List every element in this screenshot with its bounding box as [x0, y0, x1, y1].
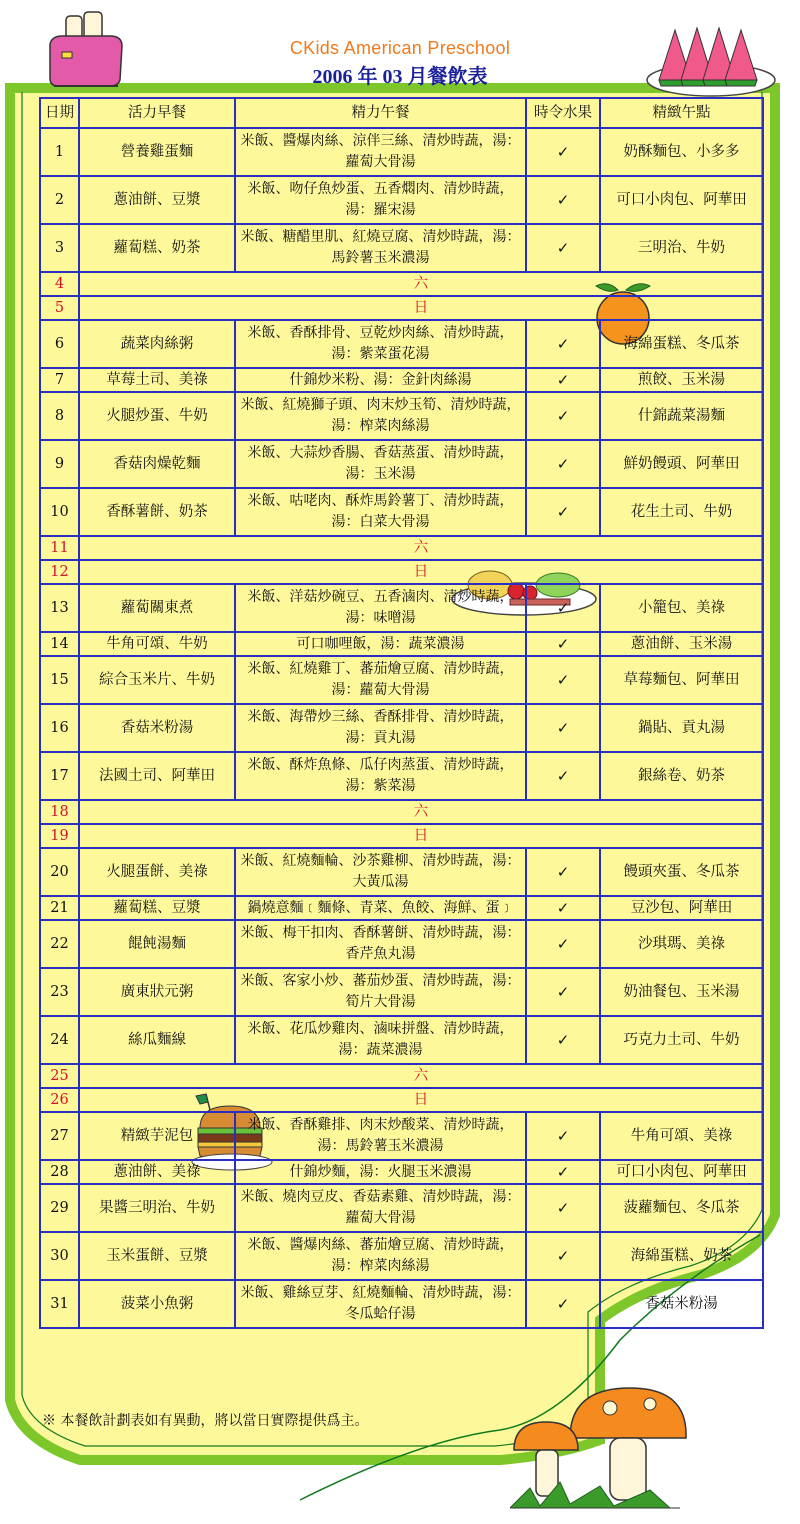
fruit-check-cell: ✓ [526, 440, 600, 488]
col-header-lunch: 精力午餐 [235, 98, 526, 128]
day-cell: 16 [40, 704, 79, 752]
weekend-row [40, 1064, 763, 1088]
day-cell: 11 [40, 536, 79, 560]
breakfast-cell: 蔥油餅、豆漿 [79, 176, 235, 224]
weekend-row [40, 800, 763, 824]
snack-cell: 可口小肉包、阿華田 [600, 176, 763, 224]
lunch-cell: 米飯、紅燒麵輪、沙茶雞柳、清炒時蔬，湯：大黃瓜湯 [235, 848, 526, 896]
lunch-cell: 米飯、紅燒雞丁、蕃茄燴豆腐、清炒時蔬，湯：蘿蔔大骨湯 [235, 656, 526, 704]
weekend-label: 日 [79, 1088, 763, 1112]
col-header-breakfast: 活力早餐 [79, 98, 235, 128]
table-row [40, 968, 763, 1016]
snack-cell: 可口小肉包、阿華田 [600, 1160, 763, 1184]
breakfast-cell: 火腿蛋餅、美祿 [79, 848, 235, 896]
day-cell: 3 [40, 224, 79, 272]
breakfast-cell: 玉米蛋餅、豆漿 [79, 1232, 235, 1280]
fruit-check-cell: ✓ [526, 656, 600, 704]
table-row [40, 1016, 763, 1064]
day-cell: 2 [40, 176, 79, 224]
fruit-check-cell: ✓ [526, 1016, 600, 1064]
col-header-date: 日期 [40, 98, 79, 128]
col-header-fruit: 時令水果 [526, 98, 600, 128]
breakfast-cell: 精緻芋泥包 [79, 1112, 235, 1160]
fruit-check-cell: ✓ [526, 176, 600, 224]
weekend-label: 六 [79, 272, 763, 296]
table-row [40, 1232, 763, 1280]
weekend-row [40, 824, 763, 848]
fruit-check-cell: ✓ [526, 752, 600, 800]
day-cell: 15 [40, 656, 79, 704]
snack-cell: 沙琪瑪、美祿 [600, 920, 763, 968]
lunch-cell: 米飯、海帶炒三絲、香酥排骨、清炒時蔬，湯：貢丸湯 [235, 704, 526, 752]
fruit-check-cell: ✓ [526, 848, 600, 896]
day-cell: 18 [40, 800, 79, 824]
footnote: ※ 本餐飲計劃表如有異動，將以當日實際提供爲主。 [42, 1413, 369, 1429]
table-row [40, 176, 763, 224]
day-cell: 6 [40, 320, 79, 368]
snack-cell: 牛角可頌、美祿 [600, 1112, 763, 1160]
snack-cell: 花生土司、牛奶 [600, 488, 763, 536]
day-cell: 30 [40, 1232, 79, 1280]
breakfast-cell: 營養雞蛋麵 [79, 128, 235, 176]
day-cell: 7 [40, 368, 79, 392]
weekend-label: 日 [79, 824, 763, 848]
day-cell: 28 [40, 1160, 79, 1184]
fruit-check-cell: ✓ [526, 584, 600, 632]
breakfast-cell: 香菇肉燥乾麵 [79, 440, 235, 488]
lunch-cell: 米飯、紅燒獅子頭、肉末炒玉筍、清炒時蔬，湯：榨菜肉絲湯 [235, 392, 526, 440]
weekend-label: 日 [79, 560, 763, 584]
table-row [40, 848, 763, 896]
snack-cell: 菠蘿麵包、冬瓜茶 [600, 1184, 763, 1232]
day-cell: 19 [40, 824, 79, 848]
lunch-cell: 米飯、醬爆肉絲、涼伴三絲、清炒時蔬，湯：蘿蔔大骨湯 [235, 128, 526, 176]
fruit-check-cell: ✓ [526, 1232, 600, 1280]
table-row [40, 224, 763, 272]
weekend-row [40, 560, 763, 584]
day-cell: 12 [40, 560, 79, 584]
breakfast-cell: 火腿炒蛋、牛奶 [79, 392, 235, 440]
breakfast-cell: 蘿蔔糕、奶茶 [79, 224, 235, 272]
breakfast-cell: 香菇米粉湯 [79, 704, 235, 752]
snack-cell: 草莓麵包、阿華田 [600, 656, 763, 704]
day-cell: 17 [40, 752, 79, 800]
day-cell: 9 [40, 440, 79, 488]
lunch-cell: 米飯、大蒜炒香腸、香菇蒸蛋、清炒時蔬，湯：玉米湯 [235, 440, 526, 488]
table-row [40, 896, 763, 920]
toaster-icon [44, 10, 128, 90]
lunch-cell: 米飯、梅干扣肉、香酥薯餅、清炒時蔬，湯：香芹魚丸湯 [235, 920, 526, 968]
lunch-cell: 米飯、洋菇炒碗豆、五香滷肉、清炒時蔬，湯：味噌湯 [235, 584, 526, 632]
fruit-check-cell: ✓ [526, 896, 600, 920]
breakfast-cell: 絲瓜麵線 [79, 1016, 235, 1064]
breakfast-cell: 果醬三明治、牛奶 [79, 1184, 235, 1232]
day-cell: 20 [40, 848, 79, 896]
day-cell: 13 [40, 584, 79, 632]
weekend-label: 日 [79, 296, 763, 320]
meal-table [39, 97, 764, 1329]
breakfast-cell: 餛飩湯麵 [79, 920, 235, 968]
day-cell: 8 [40, 392, 79, 440]
col-header-snack: 精緻午點 [600, 98, 763, 128]
snack-cell: 豆沙包、阿華田 [600, 896, 763, 920]
day-cell: 21 [40, 896, 79, 920]
lunch-cell: 米飯、香酥雞排、肉末炒酸菜、清炒時蔬，湯：馬鈴薯玉米濃湯 [235, 1112, 526, 1160]
fruit-check-cell: ✓ [526, 488, 600, 536]
table-row [40, 440, 763, 488]
weekend-label: 六 [79, 1064, 763, 1088]
page-title: 2006 年 03 月餐飲表 [312, 66, 488, 88]
lunch-cell: 米飯、雞絲豆芽、紅燒麵輪、清炒時蔬，湯：冬瓜蛤仔湯 [235, 1280, 526, 1328]
snack-cell: 銀絲卷、奶茶 [600, 752, 763, 800]
day-cell: 5 [40, 296, 79, 320]
lunch-cell: 米飯、客家小炒、蕃茄炒蛋、清炒時蔬，湯：筍片大骨湯 [235, 968, 526, 1016]
table-row [40, 392, 763, 440]
breakfast-cell: 綜合玉米片、牛奶 [79, 656, 235, 704]
lunch-cell: 米飯、醬爆肉絲、蕃茄燴豆腐、清炒時蔬，湯：榨菜肉絲湯 [235, 1232, 526, 1280]
table-row [40, 656, 763, 704]
weekend-row [40, 272, 763, 296]
lunch-cell: 什錦炒麵，湯：火腿玉米濃湯 [235, 1160, 526, 1184]
snack-cell: 三明治、牛奶 [600, 224, 763, 272]
table-row [40, 1112, 763, 1160]
table-row [40, 128, 763, 176]
breakfast-cell: 法國土司、阿華田 [79, 752, 235, 800]
weekend-label: 六 [79, 536, 763, 560]
snack-cell: 饅頭夾蛋、冬瓜茶 [600, 848, 763, 896]
watermelon-plate-icon [645, 24, 777, 100]
table-row [40, 368, 763, 392]
day-cell: 31 [40, 1280, 79, 1328]
day-cell: 23 [40, 968, 79, 1016]
table-row [40, 1160, 763, 1184]
day-cell: 4 [40, 272, 79, 296]
snack-cell: 香菇米粉湯 [600, 1280, 763, 1328]
fruit-check-cell: ✓ [526, 368, 600, 392]
fruit-check-cell: ✓ [526, 968, 600, 1016]
breakfast-cell: 牛角可頌、牛奶 [79, 632, 235, 656]
day-cell: 22 [40, 920, 79, 968]
weekend-row [40, 296, 763, 320]
lunch-cell: 可口咖哩飯，湯：蔬菜濃湯 [235, 632, 526, 656]
day-cell: 24 [40, 1016, 79, 1064]
breakfast-cell: 蔬菜肉絲粥 [79, 320, 235, 368]
lunch-cell: 什錦炒米粉、湯：金針肉絲湯 [235, 368, 526, 392]
breakfast-cell: 菠菜小魚粥 [79, 1280, 235, 1328]
snack-cell: 煎餃、玉米湯 [600, 368, 763, 392]
table-row [40, 1280, 763, 1328]
snack-cell: 海綿蛋糕、冬瓜茶 [600, 320, 763, 368]
snack-cell: 什錦蔬菜湯麵 [600, 392, 763, 440]
lunch-cell: 米飯、香酥排骨、豆乾炒肉絲、清炒時蔬，湯：紫菜蛋花湯 [235, 320, 526, 368]
table-row [40, 1184, 763, 1232]
snack-cell: 鮮奶饅頭、阿華田 [600, 440, 763, 488]
fruit-check-cell: ✓ [526, 1112, 600, 1160]
snack-cell: 小籠包、美祿 [600, 584, 763, 632]
fruit-check-cell: ✓ [526, 632, 600, 656]
fruit-check-cell: ✓ [526, 1280, 600, 1328]
day-cell: 14 [40, 632, 79, 656]
weekend-row [40, 1088, 763, 1112]
fruit-check-cell: ✓ [526, 1160, 600, 1184]
table-row [40, 320, 763, 368]
breakfast-cell: 蔥油餅、美祿 [79, 1160, 235, 1184]
table-row [40, 752, 763, 800]
fruit-check-cell: ✓ [526, 128, 600, 176]
day-cell: 25 [40, 1064, 79, 1088]
snack-cell: 蔥油餅、玉米湯 [600, 632, 763, 656]
fruit-check-cell: ✓ [526, 920, 600, 968]
mushroom-icon [510, 1368, 690, 1518]
day-cell: 10 [40, 488, 79, 536]
breakfast-cell: 香酥薯餅、奶茶 [79, 488, 235, 536]
day-cell: 26 [40, 1088, 79, 1112]
lunch-cell: 米飯、咕咾肉、酥炸馬鈴薯丁、清炒時蔬，湯：白菜大骨湯 [235, 488, 526, 536]
breakfast-cell: 廣東狀元粥 [79, 968, 235, 1016]
fruit-check-cell: ✓ [526, 392, 600, 440]
table-row [40, 704, 763, 752]
fruit-check-cell: ✓ [526, 224, 600, 272]
fruit-check-cell: ✓ [526, 320, 600, 368]
table-row [40, 632, 763, 656]
lunch-cell: 米飯、吻仔魚炒蛋、五香燜肉、清炒時蔬，湯：羅宋湯 [235, 176, 526, 224]
table-header-row [40, 98, 763, 128]
snack-cell: 海綿蛋糕、奶茶 [600, 1232, 763, 1280]
snack-cell: 巧克力土司、牛奶 [600, 1016, 763, 1064]
table-row [40, 488, 763, 536]
lunch-cell: 鍋燒意麵﹝麵條、青菜、魚餃、海鮮、蛋﹞ [235, 896, 526, 920]
weekend-row [40, 536, 763, 560]
table-row [40, 920, 763, 968]
day-cell: 29 [40, 1184, 79, 1232]
breakfast-cell: 蘿蔔糕、豆漿 [79, 896, 235, 920]
school-name: CKids American Preschool [289, 38, 511, 58]
breakfast-cell: 蘿蔔關東煮 [79, 584, 235, 632]
lunch-cell: 米飯、糖醋里肌、紅燒豆腐、清炒時蔬，湯：馬鈴薯玉米濃湯 [235, 224, 526, 272]
snack-cell: 奶油餐包、玉米湯 [600, 968, 763, 1016]
day-cell: 1 [40, 128, 79, 176]
lunch-cell: 米飯、燒肉豆皮、香菇素雞、清炒時蔬，湯：蘿蔔大骨湯 [235, 1184, 526, 1232]
weekend-label: 六 [79, 800, 763, 824]
table-row [40, 584, 763, 632]
day-cell: 27 [40, 1112, 79, 1160]
breakfast-cell: 草莓土司、美祿 [79, 368, 235, 392]
lunch-cell: 米飯、酥炸魚條、瓜仔肉蒸蛋、清炒時蔬，湯：紫菜湯 [235, 752, 526, 800]
lunch-cell: 米飯、花瓜炒雞肉、滷味拼盤、清炒時蔬，湯：蔬菜濃湯 [235, 1016, 526, 1064]
fruit-check-cell: ✓ [526, 1184, 600, 1232]
snack-cell: 奶酥麵包、小多多 [600, 128, 763, 176]
fruit-check-cell: ✓ [526, 704, 600, 752]
snack-cell: 鍋貼、貢丸湯 [600, 704, 763, 752]
